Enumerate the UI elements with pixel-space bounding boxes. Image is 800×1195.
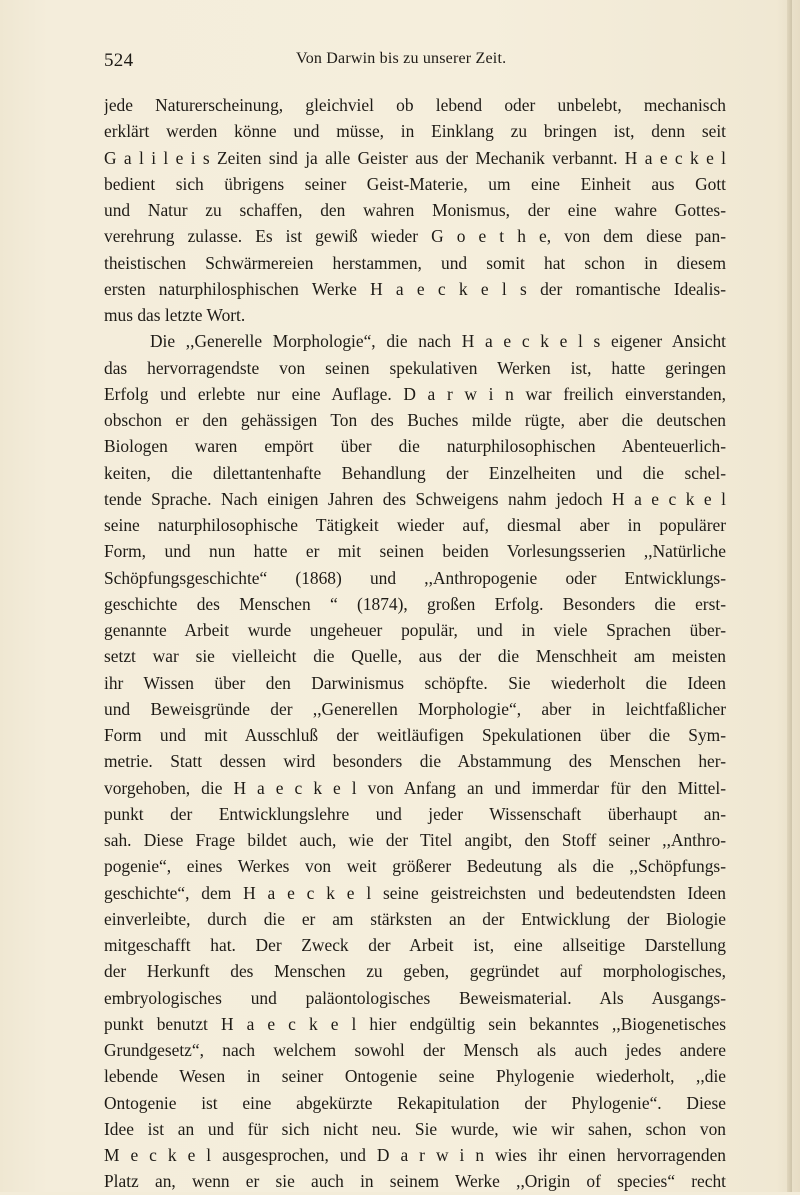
page-header (104, 50, 726, 74)
text-line: punkt benutzt H a e c k e l hier endgültig sein bekanntes ,,Biogenetisches (104, 1013, 726, 1034)
text-line: metrie. Statt dessen wird besonders die Abstammung des Menschen her- (104, 751, 726, 772)
text-line: einverleibte, durch die er am stärksten an der Entwicklung der Biologie (104, 908, 726, 929)
text-line: vorgehoben, die H a e c k e l von Anfang an und immerdar für den Mittel- (104, 777, 726, 798)
text-line: geschichte des Menschen “ (1874), großen Erfolg. Besonders die erst- (104, 593, 726, 614)
text-line: setzt war sie vielleicht die Quelle, aus der die Menschheit am meisten (104, 646, 726, 667)
text-line: pogenie“, eines Werkes von weit größerer Bedeutung als die ,,Schöpfungs- (104, 856, 726, 877)
text-line: geschichte“, dem H a e c k e l seine geistreichsten und bedeutendsten Ideen (104, 882, 726, 903)
running-title: Von Darwin bis zu unserer Zeit. (296, 50, 507, 67)
text-line: M e c k e l ausgesprochen, und D a r w i n wies ihr einen hervorragenden (104, 1145, 726, 1165)
text-line: und Beweisgründe der ,,Generellen Morphologie“, aber in leichtfaßlicher (104, 698, 726, 719)
text-line: das hervorragendste von seinen spekulativen Werken ist, hatte geringen (104, 357, 726, 378)
text-line: bedient sich übrigens seiner Geist-Materie, um eine Einheit aus Gott (104, 173, 726, 194)
body-text (104, 92, 726, 1195)
text-line: Ontogenie ist eine abgekürzte Rekapitulation der Phylogenie“. Diese (104, 1092, 726, 1113)
text-line: und Natur zu schaffen, den wahren Monismus, der eine wahre Gottes- (104, 200, 726, 220)
text-line: jede Naturerscheinung, gleichviel ob lebend oder unbelebt, mechanisch (104, 95, 726, 115)
paragraph-end-line: mus das letzte Wort. (104, 305, 246, 325)
text-line: obschon er den gehässigen Ton des Buches milde rügte, aber die deutschen (104, 410, 726, 430)
text-line: Form, und nun hatte er mit seinen beiden Vorlesungsserien ,,Natürliche (104, 541, 726, 562)
text-line: seine naturphilosophische Tätigkeit wieder auf, diesmal aber in populärer (104, 515, 726, 535)
text-line: Schöpfungsgeschichte“ (1868) und ,,Anthropogenie oder Entwicklungs- (104, 567, 726, 588)
text-line: ihr Wissen über den Darwinismus schöpfte. Sie wiederholt die Ideen (104, 672, 726, 693)
text-line: mitgeschafft hat. Der Zweck der Arbeit ist, eine allseitige Darstellung (104, 935, 726, 955)
text-line: punkt der Entwicklungslehre und jeder Wissenschaft überhaupt an- (104, 803, 726, 824)
text-line: Idee ist an und für sich nicht neu. Sie wurde, wie wir sahen, schon von (104, 1118, 726, 1139)
text-line: der Herkunft des Menschen zu geben, gegründet auf morphologisches, (104, 961, 726, 982)
text-line: Platz an, wenn er sie auch in seinem Werke ,,Origin of species“ recht (104, 1171, 726, 1192)
text-line: ersten naturphilosphischen Werke H a e c k e l s der romantische Idealis- (104, 278, 726, 299)
text-line: Grundgesetz“, nach welchem sowohl der Mensch als auch jedes andere (104, 1040, 726, 1060)
text-line: theistischen Schwärmereien herstammen, und somit hat schon in diesem (104, 252, 726, 273)
text-line: embryologisches und paläontologisches Beweismaterial. Als Ausgangs- (104, 987, 726, 1008)
page-edge-shadow (787, 0, 792, 1192)
text-line: verehrung zulasse. Es ist gewiß wieder G o e t h e, von dem diese pan- (104, 226, 726, 247)
page-number: 524 (104, 50, 134, 71)
text-line: genannte Arbeit wurde ungeheuer populär, und in viele Sprachen über- (104, 620, 726, 640)
text-line: sah. Diese Frage bildet auch, wie der Titel angibt, den Stoff seiner ,,Anthro- (104, 830, 726, 850)
text-line: erklärt werden könne und müsse, in Einklang zu bringen ist, denn seit (104, 121, 726, 142)
text-line: keiten, die dilettantenhafte Behandlung der Einzelheiten und die schel- (104, 462, 726, 483)
text-line: Form und mit Ausschluß der weitläufigen Spekulationen über die Sym- (104, 725, 726, 745)
text-line: Biologen waren empört über die naturphilosophischen Abenteuerlich- (104, 436, 726, 457)
text-line: G a l i l e i s Zeiten sind ja alle Geister aus der Mechanik verbannt. H a e c k e l (104, 147, 726, 168)
text-line: Erfolg und erlebte nur eine Auflage. D a r w i n war freilich einverstanden, (104, 383, 726, 404)
paragraph-start-line: Die ,,Generelle Morphologie“, die nach H a e c k e l s eigener Ansicht (150, 331, 726, 352)
text-line: tende Sprache. Nach einigen Jahren des Schweigens nahm jedoch H a e c k e l (104, 488, 726, 509)
text-line: lebende Wesen in seiner Ontogenie seine Phylogenie wiederholt, ,,die (104, 1066, 726, 1087)
